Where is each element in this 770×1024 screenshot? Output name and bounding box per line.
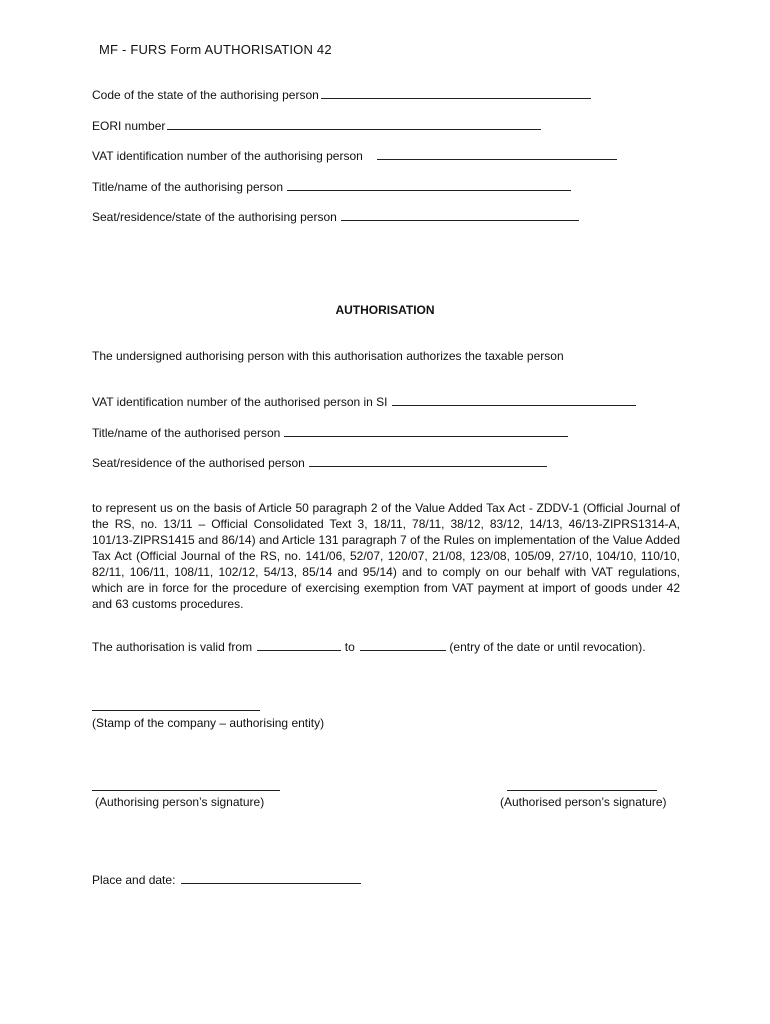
- field-title-authorising: [92, 180, 571, 194]
- field-vat-authorising: [92, 149, 617, 163]
- section-title: AUTHORISATION: [335, 303, 435, 317]
- seat-authorised-input[interactable]: [309, 456, 547, 467]
- validity-prefix: The authorisation is valid from: [92, 640, 256, 654]
- place-date-label: Place and date:: [92, 873, 179, 887]
- valid-from-input[interactable]: [257, 640, 341, 651]
- title-authorised-input[interactable]: [284, 426, 568, 437]
- field-label: Title/name of the authorised person: [92, 426, 281, 440]
- field-state-code: [92, 88, 591, 102]
- form-header: MF - FURS Form AUTHORISATION 42: [99, 42, 332, 57]
- title-authorising-input[interactable]: [287, 180, 571, 191]
- field-place-date: [92, 873, 361, 887]
- field-label: Code of the state of the authorising person: [92, 88, 319, 102]
- valid-to-input[interactable]: [360, 640, 446, 651]
- field-eori: [92, 119, 541, 133]
- field-seat-authorising: [92, 210, 579, 224]
- authorising-signature-caption: (Authorising person’s signature): [95, 795, 265, 809]
- validity-connector: to: [341, 640, 359, 654]
- field-seat-authorised: [92, 456, 547, 470]
- field-label: VAT identification number of the authorised person in SI: [92, 395, 388, 409]
- field-title-authorised: [92, 426, 568, 440]
- field-label: EORI number: [92, 119, 166, 133]
- validity-suffix: (entry of the date or until revocation).: [446, 640, 646, 654]
- field-vat-authorised: [92, 395, 636, 409]
- place-date-input[interactable]: [181, 873, 361, 884]
- stamp-line[interactable]: [92, 710, 260, 711]
- intro-text: The undersigned authorising person with this authorisation authorizes the taxable person: [92, 349, 564, 363]
- eori-input[interactable]: [167, 119, 541, 130]
- field-label: Title/name of the authorising person: [92, 180, 283, 194]
- authorised-signature-caption: (Authorised person’s signature): [500, 795, 667, 809]
- stamp-caption: (Stamp of the company – authorising entity): [92, 716, 325, 730]
- authorised-signature-line[interactable]: [507, 790, 657, 791]
- vat-authorising-input[interactable]: [377, 149, 617, 160]
- field-label: VAT identification number of the authorising person: [92, 149, 363, 163]
- vat-authorised-input[interactable]: [392, 395, 636, 406]
- seat-authorising-input[interactable]: [341, 210, 579, 221]
- authorising-signature-line[interactable]: [92, 790, 280, 791]
- field-label: Seat/residence of the authorised person: [92, 456, 305, 470]
- legal-paragraph: to represent us on the basis of Article 50 paragraph 2 of the Value Added Tax Act - ZDDV-1 (Official Journal of the RS, no. 13/11 – Official Consolidated Text 3, 18/11, 78/11, 38/12, 83/12, 14/13, 46/13-ZIPRS1314-A, 101/13-ZIPRS1415 and 86/14) and Article 131 paragraph 7 of the Rules on implementation of the Value Added Tax Act (Official Journal of the RS, no. 141/06, 52/07, 120/07, 21/08, 123/08, 105/09, 27/10, 104/10, 110/10, 82/11, 106/11, 108/11, 102/12, 54/13, 85/14 and 95/14) and to comply on our behalf with VAT regulations, which are in force for the procedure of exercising exemption from VAT payment at import of goods under 42 and 63 customs procedures.: [92, 501, 680, 611]
- state-code-input[interactable]: [321, 88, 591, 99]
- validity-line: [92, 640, 646, 654]
- field-label: Seat/residence/state of the authorising person: [92, 210, 337, 224]
